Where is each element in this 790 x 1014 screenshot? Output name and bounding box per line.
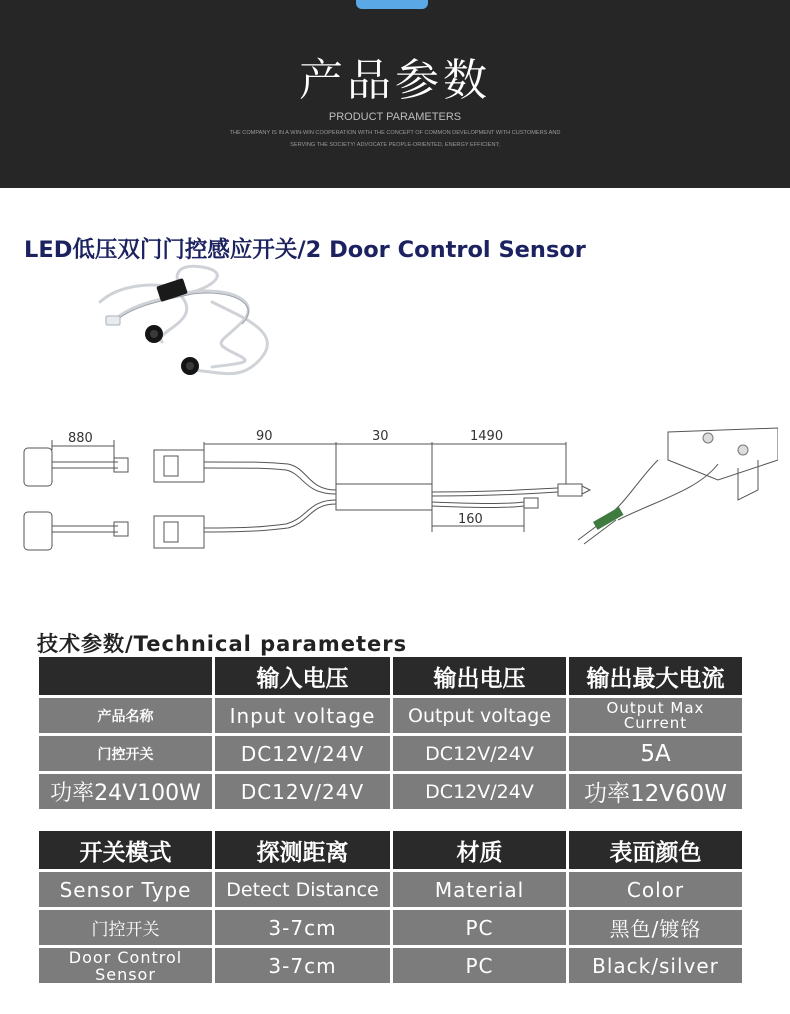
table-row — [39, 910, 742, 945]
table-cell: 3-7cm — [215, 910, 390, 945]
product-photo — [92, 262, 292, 392]
banner-subtitle: PRODUCT PARAMETERS — [328, 111, 462, 123]
table-cell: Color — [569, 872, 742, 907]
table-header-cell: 输出最大电流 — [569, 657, 742, 695]
table-row — [39, 698, 742, 733]
wiring-diagram — [18, 420, 778, 560]
table-header-cell: 表面颜色 — [569, 831, 742, 869]
table-row — [39, 948, 742, 983]
table-cell: 门控开关 — [39, 736, 212, 771]
table-row — [39, 774, 742, 809]
table-cell: DC12V/24V — [215, 774, 390, 809]
table-cell: Black/silver — [569, 948, 742, 983]
table-cell: PC — [393, 948, 566, 983]
accent-tab — [356, 0, 428, 9]
table-row — [39, 736, 742, 771]
door-control-sensor-label: Door Control Sensor — [68, 948, 183, 983]
dimension-30: 30 — [372, 429, 389, 444]
dimension-90: 90 — [256, 429, 273, 444]
table-cell — [569, 698, 742, 733]
table-cell: 3-7cm — [215, 948, 390, 983]
table-cell: 功率12V60W — [569, 774, 742, 809]
product-title: LED低压双门门控感应开关/2 Door Control Sensor — [24, 237, 586, 263]
table-cell — [39, 657, 212, 695]
table-cell: Detect Distance — [215, 872, 390, 907]
tech-params-table — [36, 654, 745, 812]
table-header-cell: 输入电压 — [215, 657, 390, 695]
table-row — [39, 657, 742, 695]
table-header-cell: 探测距离 — [215, 831, 390, 869]
table-cell: Output voltage — [393, 698, 566, 733]
table-cell: DC12V/24V — [215, 736, 390, 771]
table-cell: DC12V/24V — [393, 774, 566, 809]
table-cell: 功率24V100W — [39, 774, 212, 809]
table-row — [39, 872, 742, 907]
table-cell: 产品名称 — [39, 698, 212, 733]
table-cell: 5A — [569, 736, 742, 771]
table-header-cell: 开关模式 — [39, 831, 212, 869]
header-banner — [0, 0, 790, 188]
switch-params-table — [36, 828, 745, 986]
table-header-cell: 输出电压 — [393, 657, 566, 695]
dimension-160: 160 — [458, 512, 483, 527]
banner-tagline-2: SERVING THE SOCIETY! ADVOCATE PEOPLE-ORIENTED, ENERGY EFFICIENT; — [290, 142, 500, 148]
table-header-cell: 材质 — [393, 831, 566, 869]
output-max-current-label: Output Max Current — [606, 698, 705, 732]
dimension-1490: 1490 — [470, 429, 504, 444]
table-cell: Input voltage — [215, 698, 390, 733]
table-cell: 黑色/镀铬 — [569, 910, 742, 945]
table-cell: DC12V/24V — [393, 736, 566, 771]
table-cell: Sensor Type — [39, 872, 212, 907]
table-cell — [39, 948, 212, 983]
table-cell: 门控开关 — [39, 910, 212, 945]
banner-title: 产品参数 — [299, 55, 491, 106]
table-cell: Material — [393, 872, 566, 907]
banner-tagline-1: THE COMPANY IS IN A WIN-WIN COOPERATION WITH THE CONCEPT OF COMMON DEVELOPMENT WITH CUSTOMERS AND — [229, 130, 561, 136]
table-cell: PC — [393, 910, 566, 945]
dimension-880: 880 — [68, 431, 93, 446]
table-row — [39, 831, 742, 869]
tech-params-title: 技术参数/Technical parameters — [37, 632, 408, 656]
